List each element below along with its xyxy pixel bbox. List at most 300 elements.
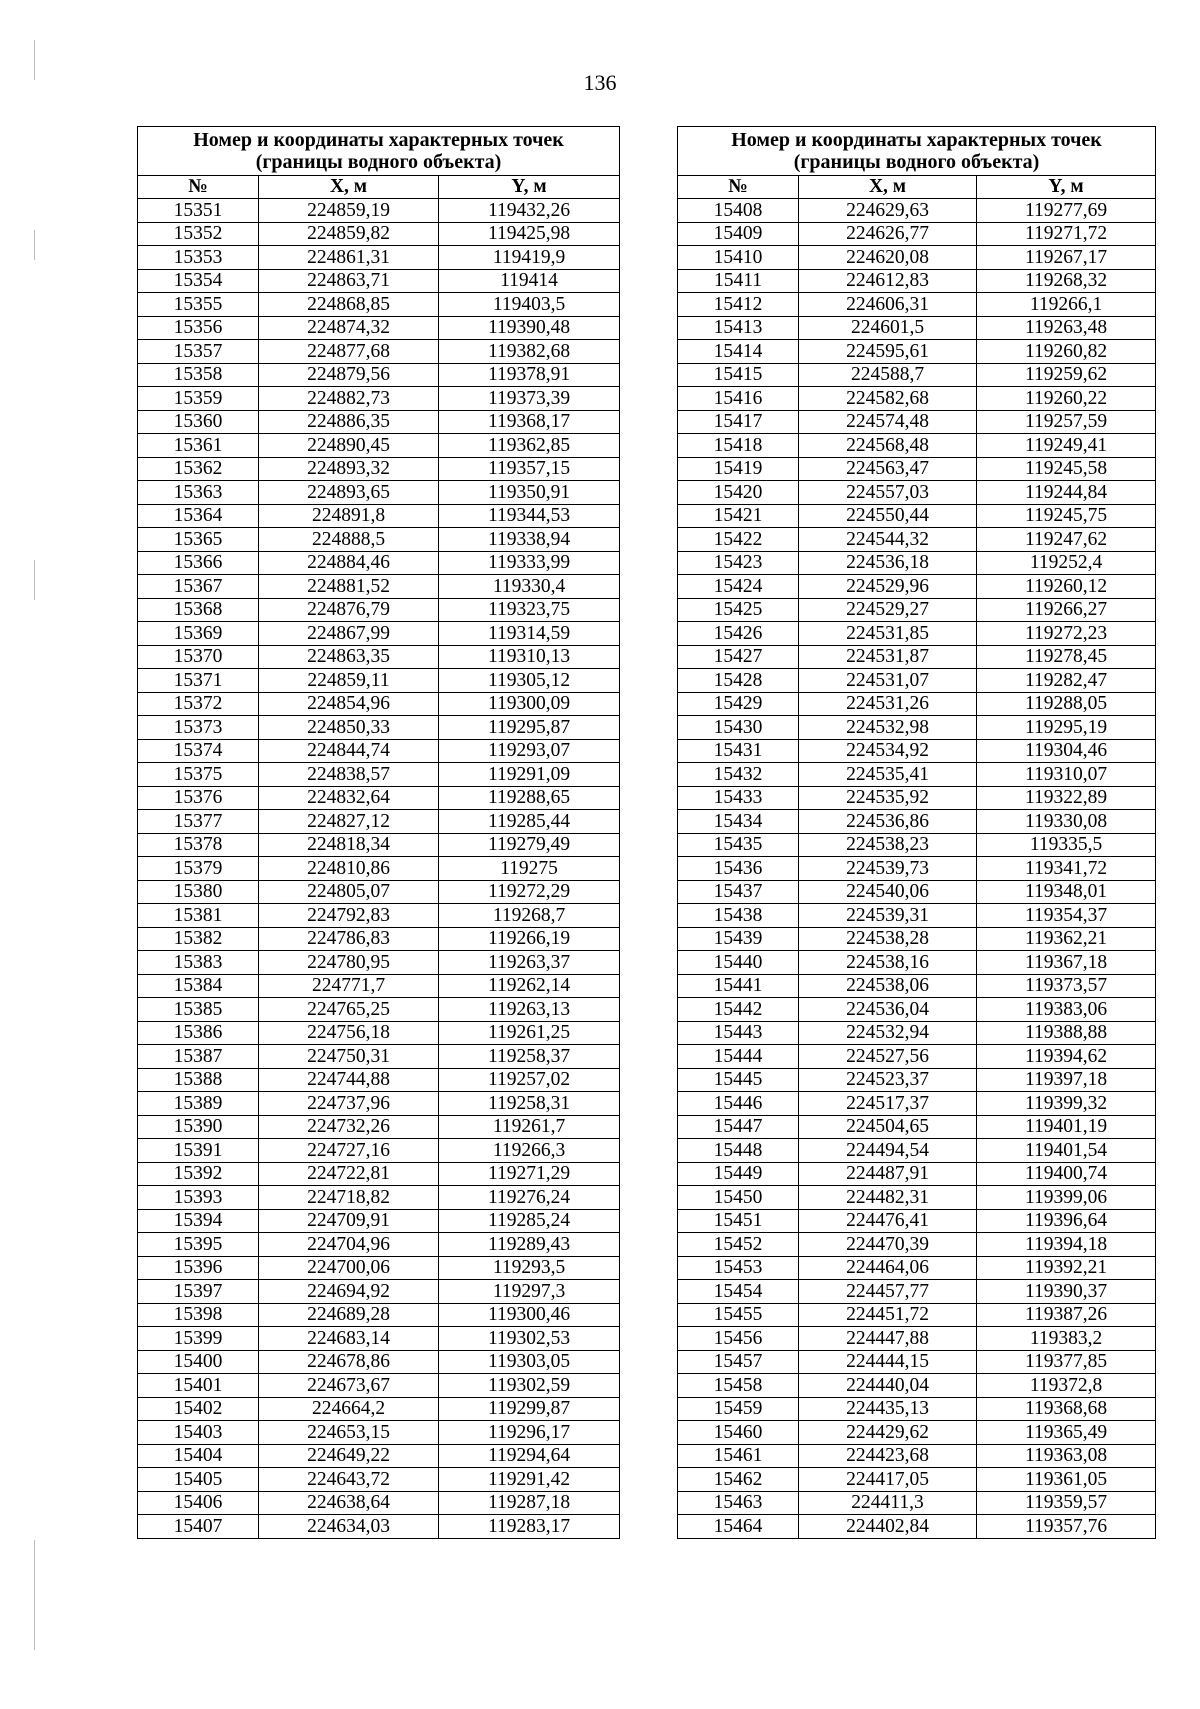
table-row	[138, 1162, 620, 1186]
point-number-cell: 15382	[138, 927, 259, 951]
point-number-cell: 15407	[138, 1515, 259, 1539]
table-row	[678, 1256, 1156, 1280]
table-row	[138, 1233, 620, 1257]
x-coordinate-cell: 224535,92	[799, 786, 977, 810]
x-coordinate-cell: 224582,68	[799, 387, 977, 411]
x-coordinate-cell: 224859,19	[259, 199, 439, 223]
point-number-cell: 15405	[138, 1468, 259, 1492]
y-coordinate-cell: 119271,29	[439, 1162, 620, 1186]
x-coordinate-cell: 224805,07	[259, 880, 439, 904]
y-coordinate-cell: 119399,32	[977, 1092, 1156, 1116]
point-number-cell: 15411	[678, 269, 799, 293]
table-row	[138, 1068, 620, 1092]
table-row	[678, 1068, 1156, 1092]
y-coordinate-cell: 119367,18	[977, 951, 1156, 975]
point-number-cell: 15457	[678, 1350, 799, 1374]
y-coordinate-cell: 119302,59	[439, 1374, 620, 1398]
table-title-line1: Номер и координаты характерных точек	[731, 129, 1102, 151]
y-coordinate-cell: 119300,46	[439, 1303, 620, 1327]
y-coordinate-cell: 119338,94	[439, 528, 620, 552]
point-number-cell: 15356	[138, 316, 259, 340]
x-coordinate-cell: 224664,2	[259, 1397, 439, 1421]
point-number-cell: 15371	[138, 669, 259, 693]
x-coordinate-cell: 224620,08	[799, 246, 977, 270]
point-number-cell: 15365	[138, 528, 259, 552]
table-row	[678, 880, 1156, 904]
x-coordinate-cell: 224818,34	[259, 833, 439, 857]
table-row	[678, 457, 1156, 481]
point-number-cell: 15379	[138, 857, 259, 881]
x-coordinate-cell: 224527,56	[799, 1045, 977, 1069]
point-number-cell: 15425	[678, 598, 799, 622]
y-coordinate-cell: 119267,17	[977, 246, 1156, 270]
point-number-cell: 15463	[678, 1491, 799, 1515]
x-coordinate-cell: 224700,06	[259, 1256, 439, 1280]
table-row	[138, 1397, 620, 1421]
point-number-cell: 15367	[138, 575, 259, 599]
point-number-cell: 15406	[138, 1491, 259, 1515]
table-title-line2: (границы водного объекта)	[255, 151, 502, 173]
x-coordinate-cell: 224863,71	[259, 269, 439, 293]
table-row	[678, 387, 1156, 411]
x-coordinate-cell: 224539,31	[799, 904, 977, 928]
table-row	[678, 786, 1156, 810]
table-row	[678, 199, 1156, 223]
y-coordinate-cell: 119285,24	[439, 1209, 620, 1233]
x-coordinate-cell: 224532,94	[799, 1021, 977, 1045]
x-coordinate-cell: 224859,82	[259, 222, 439, 246]
point-number-cell: 15448	[678, 1139, 799, 1163]
table-row	[138, 575, 620, 599]
x-coordinate-cell: 224694,92	[259, 1280, 439, 1304]
x-coordinate-cell: 224893,32	[259, 457, 439, 481]
y-coordinate-cell: 119249,41	[977, 434, 1156, 458]
point-number-cell: 15419	[678, 457, 799, 481]
point-number-cell: 15429	[678, 692, 799, 716]
column-header-number: №	[138, 176, 259, 199]
y-coordinate-cell: 119293,07	[439, 739, 620, 763]
y-coordinate-cell: 119373,57	[977, 974, 1156, 998]
point-number-cell: 15400	[138, 1350, 259, 1374]
x-coordinate-cell: 224531,85	[799, 622, 977, 646]
point-number-cell: 15412	[678, 293, 799, 317]
table-row	[138, 1515, 620, 1539]
x-coordinate-cell: 224879,56	[259, 363, 439, 387]
y-coordinate-cell: 119382,68	[439, 340, 620, 364]
point-number-cell: 15423	[678, 551, 799, 575]
y-coordinate-cell: 119278,45	[977, 645, 1156, 669]
x-coordinate-cell: 224765,25	[259, 998, 439, 1022]
table-row	[138, 1491, 620, 1515]
x-coordinate-cell: 224722,81	[259, 1162, 439, 1186]
y-coordinate-cell: 119397,18	[977, 1068, 1156, 1092]
table-row	[138, 316, 620, 340]
y-coordinate-cell: 119368,17	[439, 410, 620, 434]
point-number-cell: 15459	[678, 1397, 799, 1421]
y-coordinate-cell: 119244,84	[977, 481, 1156, 505]
y-coordinate-cell: 119287,18	[439, 1491, 620, 1515]
point-number-cell: 15437	[678, 880, 799, 904]
x-coordinate-cell: 224886,35	[259, 410, 439, 434]
y-coordinate-cell: 119419,9	[439, 246, 620, 270]
y-coordinate-cell: 119282,47	[977, 669, 1156, 693]
x-coordinate-cell: 224832,64	[259, 786, 439, 810]
table-row	[138, 293, 620, 317]
point-number-cell: 15433	[678, 786, 799, 810]
point-number-cell: 15376	[138, 786, 259, 810]
point-number-cell: 15420	[678, 481, 799, 505]
column-header-y: Y, м	[439, 176, 620, 199]
y-coordinate-cell: 119285,44	[439, 810, 620, 834]
table-title	[678, 127, 1156, 176]
table-row	[138, 1327, 620, 1351]
x-coordinate-cell: 224786,83	[259, 927, 439, 951]
x-coordinate-cell: 224451,72	[799, 1303, 977, 1327]
x-coordinate-cell: 224634,03	[259, 1515, 439, 1539]
y-coordinate-cell: 119368,68	[977, 1397, 1156, 1421]
table-row	[678, 410, 1156, 434]
y-coordinate-cell: 119271,72	[977, 222, 1156, 246]
point-number-cell: 15364	[138, 504, 259, 528]
x-coordinate-cell: 224643,72	[259, 1468, 439, 1492]
x-coordinate-cell: 224544,32	[799, 528, 977, 552]
y-coordinate-cell: 119432,26	[439, 199, 620, 223]
y-coordinate-cell: 119305,12	[439, 669, 620, 693]
point-number-cell: 15427	[678, 645, 799, 669]
x-coordinate-cell: 224402,84	[799, 1515, 977, 1539]
point-number-cell: 15390	[138, 1115, 259, 1139]
point-number-cell: 15446	[678, 1092, 799, 1116]
x-coordinate-cell: 224517,37	[799, 1092, 977, 1116]
table-row	[678, 951, 1156, 975]
table-row	[678, 974, 1156, 998]
table-row	[138, 1209, 620, 1233]
y-coordinate-cell: 119377,85	[977, 1350, 1156, 1374]
y-coordinate-cell: 119262,14	[439, 974, 620, 998]
y-coordinate-cell: 119295,19	[977, 716, 1156, 740]
y-coordinate-cell: 119390,48	[439, 316, 620, 340]
point-number-cell: 15417	[678, 410, 799, 434]
table-row	[138, 880, 620, 904]
point-number-cell: 15434	[678, 810, 799, 834]
point-number-cell: 15455	[678, 1303, 799, 1327]
table-row	[138, 1021, 620, 1045]
table-row	[678, 1374, 1156, 1398]
point-number-cell: 15394	[138, 1209, 259, 1233]
table-title	[138, 127, 620, 176]
x-coordinate-cell: 224718,82	[259, 1186, 439, 1210]
x-coordinate-cell: 224523,37	[799, 1068, 977, 1092]
y-coordinate-cell: 119322,89	[977, 786, 1156, 810]
y-coordinate-cell: 119291,09	[439, 763, 620, 787]
y-coordinate-cell: 119247,62	[977, 528, 1156, 552]
table-row	[138, 434, 620, 458]
y-coordinate-cell: 119283,17	[439, 1515, 620, 1539]
point-number-cell: 15452	[678, 1233, 799, 1257]
coordinates-table-right	[677, 126, 1156, 1539]
x-coordinate-cell: 224893,65	[259, 481, 439, 505]
point-number-cell: 15383	[138, 951, 259, 975]
y-coordinate-cell: 119335,5	[977, 833, 1156, 857]
y-coordinate-cell: 119333,99	[439, 551, 620, 575]
y-coordinate-cell: 119357,15	[439, 457, 620, 481]
table-row	[138, 739, 620, 763]
coordinates-table-left	[137, 126, 620, 1539]
point-number-cell: 15440	[678, 951, 799, 975]
table-row	[138, 1139, 620, 1163]
x-coordinate-cell: 224888,5	[259, 528, 439, 552]
x-coordinate-cell: 224563,47	[799, 457, 977, 481]
point-number-cell: 15354	[138, 269, 259, 293]
y-coordinate-cell: 119275	[439, 857, 620, 881]
y-coordinate-cell: 119392,21	[977, 1256, 1156, 1280]
point-number-cell: 15403	[138, 1421, 259, 1445]
x-coordinate-cell: 224683,14	[259, 1327, 439, 1351]
table-row	[678, 927, 1156, 951]
y-coordinate-cell: 119372,8	[977, 1374, 1156, 1398]
x-coordinate-cell: 224447,88	[799, 1327, 977, 1351]
point-number-cell: 15399	[138, 1327, 259, 1351]
point-number-cell: 15397	[138, 1280, 259, 1304]
x-coordinate-cell: 224568,48	[799, 434, 977, 458]
table-row	[678, 363, 1156, 387]
x-coordinate-cell: 224653,15	[259, 1421, 439, 1445]
point-number-cell: 15435	[678, 833, 799, 857]
table-row	[138, 1468, 620, 1492]
point-number-cell: 15402	[138, 1397, 259, 1421]
point-number-cell: 15373	[138, 716, 259, 740]
table-row	[678, 1444, 1156, 1468]
table-row	[138, 716, 620, 740]
scan-artifact-line	[34, 230, 35, 260]
y-coordinate-cell: 119314,59	[439, 622, 620, 646]
y-coordinate-cell: 119414	[439, 269, 620, 293]
x-coordinate-cell: 224854,96	[259, 692, 439, 716]
y-coordinate-cell: 119354,37	[977, 904, 1156, 928]
x-coordinate-cell: 224536,86	[799, 810, 977, 834]
y-coordinate-cell: 119361,05	[977, 1468, 1156, 1492]
point-number-cell: 15444	[678, 1045, 799, 1069]
point-number-cell: 15447	[678, 1115, 799, 1139]
x-coordinate-cell: 224536,18	[799, 551, 977, 575]
x-coordinate-cell: 224457,77	[799, 1280, 977, 1304]
x-coordinate-cell: 224884,46	[259, 551, 439, 575]
y-coordinate-cell: 119297,3	[439, 1280, 620, 1304]
x-coordinate-cell: 224827,12	[259, 810, 439, 834]
table-row	[138, 951, 620, 975]
table-body	[138, 199, 620, 1539]
table-row	[138, 222, 620, 246]
table-row	[678, 1233, 1156, 1257]
point-number-cell: 15385	[138, 998, 259, 1022]
x-coordinate-cell: 224863,35	[259, 645, 439, 669]
x-coordinate-cell: 224838,57	[259, 763, 439, 787]
y-coordinate-cell: 119310,07	[977, 763, 1156, 787]
column-header-x: X, м	[259, 176, 439, 199]
table-row	[678, 1186, 1156, 1210]
table-row	[678, 246, 1156, 270]
x-coordinate-cell: 224538,28	[799, 927, 977, 951]
y-coordinate-cell: 119257,02	[439, 1068, 620, 1092]
table-row	[678, 1397, 1156, 1421]
point-number-cell: 15355	[138, 293, 259, 317]
point-number-cell: 15360	[138, 410, 259, 434]
x-coordinate-cell: 224429,62	[799, 1421, 977, 1445]
x-coordinate-cell: 224868,85	[259, 293, 439, 317]
x-coordinate-cell: 224737,96	[259, 1092, 439, 1116]
x-coordinate-cell: 224678,86	[259, 1350, 439, 1374]
y-coordinate-cell: 119378,91	[439, 363, 620, 387]
y-coordinate-cell: 119266,1	[977, 293, 1156, 317]
point-number-cell: 15432	[678, 763, 799, 787]
table-title-line2: (границы водного объекта)	[793, 151, 1040, 173]
table-row	[678, 1139, 1156, 1163]
x-coordinate-cell: 224532,98	[799, 716, 977, 740]
y-coordinate-cell: 119399,06	[977, 1186, 1156, 1210]
point-number-cell: 15416	[678, 387, 799, 411]
x-coordinate-cell: 224727,16	[259, 1139, 439, 1163]
table-row	[138, 1350, 620, 1374]
x-coordinate-cell: 224435,13	[799, 1397, 977, 1421]
y-coordinate-cell: 119310,13	[439, 645, 620, 669]
x-coordinate-cell: 224411,3	[799, 1491, 977, 1515]
y-coordinate-cell: 119362,21	[977, 927, 1156, 951]
x-coordinate-cell: 224750,31	[259, 1045, 439, 1069]
point-number-cell: 15396	[138, 1256, 259, 1280]
point-number-cell: 15398	[138, 1303, 259, 1327]
table-row	[138, 1256, 620, 1280]
point-number-cell: 15464	[678, 1515, 799, 1539]
x-coordinate-cell: 224531,26	[799, 692, 977, 716]
table-row	[678, 1021, 1156, 1045]
table-body	[678, 199, 1156, 1539]
y-coordinate-cell: 119260,12	[977, 575, 1156, 599]
table-row	[138, 927, 620, 951]
point-number-cell: 15438	[678, 904, 799, 928]
point-number-cell: 15426	[678, 622, 799, 646]
point-number-cell: 15370	[138, 645, 259, 669]
table-row	[138, 786, 620, 810]
point-number-cell: 15369	[138, 622, 259, 646]
table-row	[678, 481, 1156, 505]
y-coordinate-cell: 119272,23	[977, 622, 1156, 646]
x-coordinate-cell: 224538,06	[799, 974, 977, 998]
table-row	[678, 739, 1156, 763]
y-coordinate-cell: 119401,19	[977, 1115, 1156, 1139]
point-number-cell: 15361	[138, 434, 259, 458]
table-row	[678, 622, 1156, 646]
table-row	[678, 645, 1156, 669]
x-coordinate-cell: 224540,06	[799, 880, 977, 904]
x-coordinate-cell: 224882,73	[259, 387, 439, 411]
point-number-cell: 15428	[678, 669, 799, 693]
x-coordinate-cell: 224867,99	[259, 622, 439, 646]
point-number-cell: 15381	[138, 904, 259, 928]
x-coordinate-cell: 224539,73	[799, 857, 977, 881]
table-row	[138, 551, 620, 575]
table-row	[138, 810, 620, 834]
y-coordinate-cell: 119401,54	[977, 1139, 1156, 1163]
table-row	[138, 998, 620, 1022]
x-coordinate-cell: 224531,87	[799, 645, 977, 669]
table-row	[678, 998, 1156, 1022]
y-coordinate-cell: 119357,76	[977, 1515, 1156, 1539]
table-row	[138, 504, 620, 528]
table-row	[138, 669, 620, 693]
point-number-cell: 15410	[678, 246, 799, 270]
point-number-cell: 15388	[138, 1068, 259, 1092]
table-row	[138, 1374, 620, 1398]
table-row	[678, 551, 1156, 575]
y-coordinate-cell: 119394,62	[977, 1045, 1156, 1069]
point-number-cell: 15453	[678, 1256, 799, 1280]
y-coordinate-cell: 119260,82	[977, 340, 1156, 364]
x-coordinate-cell: 224606,31	[799, 293, 977, 317]
x-coordinate-cell: 224476,41	[799, 1209, 977, 1233]
point-number-cell: 15439	[678, 927, 799, 951]
y-coordinate-cell: 119362,85	[439, 434, 620, 458]
table-row	[678, 269, 1156, 293]
table-row	[138, 974, 620, 998]
x-coordinate-cell: 224780,95	[259, 951, 439, 975]
x-coordinate-cell: 224861,31	[259, 246, 439, 270]
y-coordinate-cell: 119261,25	[439, 1021, 620, 1045]
y-coordinate-cell: 119272,29	[439, 880, 620, 904]
y-coordinate-cell: 119245,58	[977, 457, 1156, 481]
x-coordinate-cell: 224487,91	[799, 1162, 977, 1186]
column-header-x: X, м	[799, 176, 977, 199]
x-coordinate-cell: 224850,33	[259, 716, 439, 740]
point-number-cell: 15391	[138, 1139, 259, 1163]
table-row	[138, 246, 620, 270]
x-coordinate-cell: 224538,23	[799, 833, 977, 857]
y-coordinate-cell: 119288,05	[977, 692, 1156, 716]
table-row	[138, 833, 620, 857]
point-number-cell: 15366	[138, 551, 259, 575]
point-number-cell: 15351	[138, 199, 259, 223]
table-row	[678, 528, 1156, 552]
y-coordinate-cell: 119323,75	[439, 598, 620, 622]
point-number-cell: 15418	[678, 434, 799, 458]
table-row	[138, 1115, 620, 1139]
x-coordinate-cell: 224689,28	[259, 1303, 439, 1327]
table-row	[678, 857, 1156, 881]
y-coordinate-cell: 119348,01	[977, 880, 1156, 904]
x-coordinate-cell: 224876,79	[259, 598, 439, 622]
point-number-cell: 15441	[678, 974, 799, 998]
x-coordinate-cell: 224638,64	[259, 1491, 439, 1515]
x-coordinate-cell: 224649,22	[259, 1444, 439, 1468]
point-number-cell: 15409	[678, 222, 799, 246]
y-coordinate-cell: 119260,22	[977, 387, 1156, 411]
x-coordinate-cell: 224877,68	[259, 340, 439, 364]
y-coordinate-cell: 119263,37	[439, 951, 620, 975]
y-coordinate-cell: 119266,19	[439, 927, 620, 951]
table-row	[678, 1280, 1156, 1304]
point-number-cell: 15431	[678, 739, 799, 763]
x-coordinate-cell: 224771,7	[259, 974, 439, 998]
point-number-cell: 15384	[138, 974, 259, 998]
x-coordinate-cell: 224810,86	[259, 857, 439, 881]
table-row	[678, 222, 1156, 246]
x-coordinate-cell: 224756,18	[259, 1021, 439, 1045]
table-row	[138, 645, 620, 669]
y-coordinate-cell: 119294,64	[439, 1444, 620, 1468]
table-row	[678, 763, 1156, 787]
y-coordinate-cell: 119277,69	[977, 199, 1156, 223]
x-coordinate-cell: 224612,83	[799, 269, 977, 293]
point-number-cell: 15424	[678, 575, 799, 599]
